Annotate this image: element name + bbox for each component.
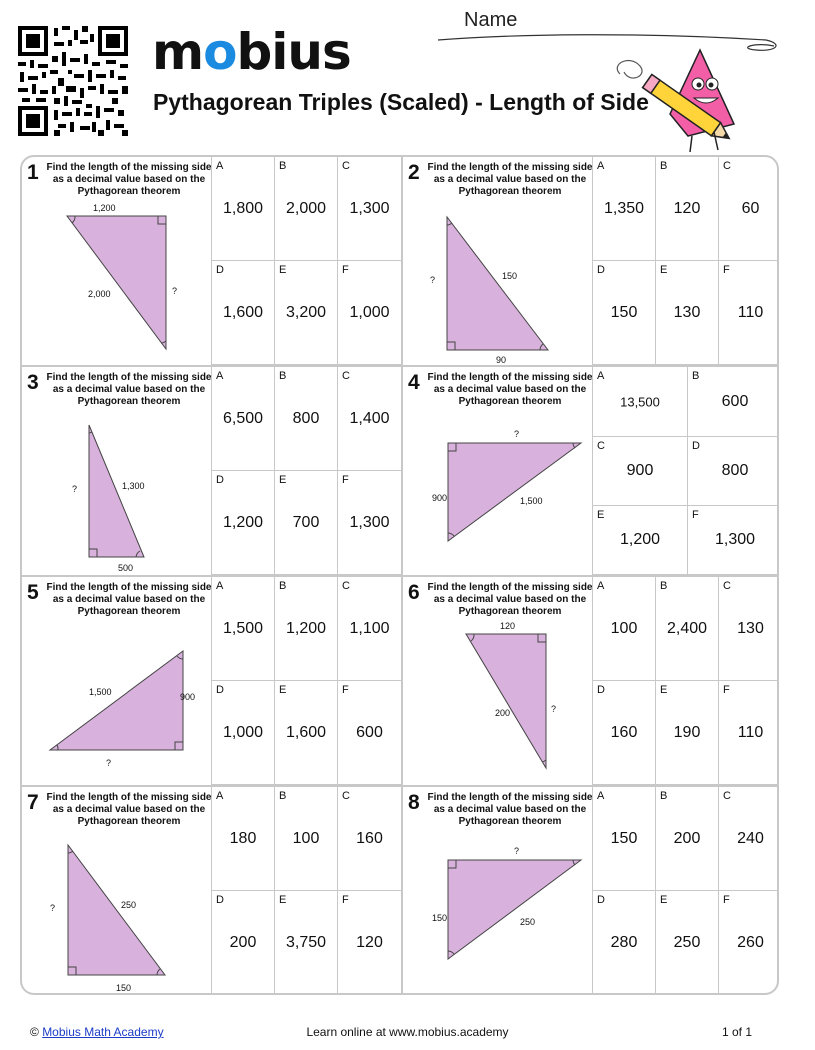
triangle-figure — [403, 577, 594, 785]
side-label-right: ? — [551, 704, 557, 714]
answer-choice-f[interactable] — [719, 891, 779, 995]
choice-value: 250 — [673, 933, 701, 951]
answer-choice-d[interactable] — [212, 681, 275, 785]
choice-value: 3,200 — [285, 303, 327, 321]
answer-choices — [211, 577, 401, 785]
side-label-hypotenuse: 2,000 — [88, 289, 111, 299]
choice-value: 1,800 — [222, 199, 264, 217]
question-instruction: Find the length of the missing side as a decimal value based on the Pythagorean theorem — [46, 582, 212, 617]
choice-value: 1,350 — [603, 199, 645, 217]
answer-choice-d[interactable] — [212, 891, 275, 995]
choice-letter: D — [216, 264, 224, 276]
side-label-hypotenuse: 250 — [121, 900, 137, 910]
side-label-right: 900 — [180, 692, 196, 702]
answer-choices — [592, 157, 779, 365]
academy-link[interactable]: Mobius Math Academy — [42, 1025, 164, 1039]
choice-value: 100 — [292, 829, 320, 847]
answer-choices — [592, 367, 779, 575]
choice-letter: A — [597, 790, 605, 802]
problem-6 — [403, 577, 779, 785]
answer-choice-d[interactable] — [593, 261, 656, 365]
side-label-top: ? — [514, 429, 520, 439]
side-label-bottom: 500 — [118, 563, 134, 573]
choice-letter: E — [660, 264, 668, 276]
choice-letter: E — [279, 264, 287, 276]
answer-choice-b[interactable] — [656, 157, 719, 261]
question-number: 6 — [408, 581, 420, 604]
choice-value: 1,000 — [222, 723, 264, 741]
choice-value: 160 — [610, 723, 638, 741]
side-label-left: ? — [72, 484, 78, 494]
question-number: 8 — [408, 791, 420, 814]
pencil-mascot-icon — [610, 44, 750, 156]
choice-value: 240 — [737, 829, 764, 847]
choice-letter: C — [342, 370, 350, 382]
answer-choice-a[interactable] — [593, 577, 656, 681]
side-label-top: 1,200 — [93, 203, 116, 213]
question-number: 5 — [27, 581, 39, 604]
question-instruction: Find the length of the missing side as a decimal value based on the Pythagorean theorem — [46, 162, 212, 197]
answer-choice-a[interactable] — [593, 157, 656, 261]
answer-choice-b[interactable] — [275, 577, 338, 681]
answer-choice-d[interactable] — [688, 437, 779, 506]
choice-letter: C — [723, 580, 731, 592]
choice-letter: E — [279, 474, 287, 486]
answer-choice-f[interactable] — [338, 261, 402, 365]
question-number: 1 — [27, 161, 39, 184]
choice-value: 280 — [610, 933, 638, 951]
triangle-figure — [403, 157, 594, 365]
answer-choice-e[interactable] — [656, 891, 719, 995]
side-label-hypotenuse: 1,500 — [89, 687, 112, 697]
choice-letter: B — [692, 370, 700, 382]
side-label-left: ? — [50, 903, 56, 913]
answer-choice-c[interactable] — [338, 787, 402, 891]
question-number: 7 — [27, 791, 39, 814]
choice-value: 120 — [673, 199, 701, 217]
choice-value: 1,200 — [222, 513, 264, 531]
answer-choice-a[interactable] — [593, 787, 656, 891]
choice-value: 100 — [610, 619, 638, 637]
answer-choice-f[interactable] — [719, 261, 779, 365]
triangle-figure — [22, 787, 213, 995]
choice-letter: D — [216, 684, 224, 696]
choice-letter: E — [279, 684, 287, 696]
choice-letter: B — [660, 790, 668, 802]
choice-letter: C — [597, 440, 605, 452]
choice-letter: B — [279, 160, 287, 172]
side-label-hypotenuse: 150 — [502, 271, 518, 281]
side-label-left: 900 — [432, 493, 448, 503]
problem-5 — [22, 577, 401, 785]
answer-choice-f[interactable] — [719, 681, 779, 785]
page-title: Pythagorean Triples (Scaled) - Length of Side — [153, 89, 649, 115]
answer-choice-e[interactable] — [656, 681, 719, 785]
brand-logo-text: mobius — [152, 23, 351, 81]
choice-value: 2,000 — [285, 199, 327, 217]
choice-letter: E — [597, 509, 605, 521]
answer-choice-f[interactable] — [688, 506, 779, 575]
side-label-top: 120 — [500, 621, 516, 631]
answer-choice-e[interactable] — [275, 471, 338, 575]
choice-value: 1,300 — [349, 199, 390, 217]
answer-choice-a[interactable] — [212, 157, 275, 261]
choice-value: 190 — [673, 723, 701, 741]
side-label-top: ? — [514, 846, 520, 856]
answer-choice-b[interactable] — [275, 367, 338, 471]
answer-choice-e[interactable] — [275, 261, 338, 365]
choice-letter: F — [723, 684, 730, 696]
choice-letter: A — [216, 160, 224, 172]
choice-value: 13,500 — [620, 394, 660, 409]
side-label-hypotenuse: 1,300 — [122, 481, 145, 491]
problem-8 — [403, 787, 779, 995]
choice-value: 1,000 — [349, 303, 390, 321]
answer-choice-e[interactable] — [275, 681, 338, 785]
question-instruction: Find the length of the missing side as a decimal value based on the Pythagorean theorem — [46, 792, 212, 827]
choice-value: 1,400 — [349, 409, 390, 427]
choice-value: 110 — [737, 723, 764, 741]
choice-value: 120 — [356, 933, 383, 951]
problem-2 — [403, 157, 779, 365]
choice-letter: C — [342, 160, 350, 172]
choice-letter: D — [692, 440, 700, 452]
side-label-hypotenuse: 250 — [520, 917, 536, 927]
choice-letter: A — [216, 580, 224, 592]
answer-choice-c[interactable] — [338, 367, 402, 471]
answer-choice-f[interactable] — [338, 471, 402, 575]
choice-value: 800 — [292, 409, 320, 427]
choice-letter: A — [216, 370, 224, 382]
choice-letter: C — [723, 790, 731, 802]
choice-value: 900 — [626, 462, 654, 479]
choice-value: 150 — [610, 829, 638, 847]
choice-value: 1,300 — [714, 531, 756, 548]
problem-3 — [22, 367, 401, 575]
answer-choice-b[interactable] — [656, 577, 719, 681]
answer-choice-d[interactable] — [593, 681, 656, 785]
choice-value: 700 — [292, 513, 320, 531]
choice-letter: B — [660, 580, 668, 592]
choice-value: 3,750 — [285, 933, 327, 951]
triangle-figure — [22, 367, 213, 575]
question-instruction: Find the length of the missing side as a decimal value based on the Pythagorean theorem — [427, 582, 593, 617]
answer-choice-e[interactable] — [656, 261, 719, 365]
choice-letter: D — [216, 474, 224, 486]
answer-choice-f[interactable] — [338, 891, 402, 995]
choice-letter: B — [279, 580, 287, 592]
choice-letter: A — [216, 790, 224, 802]
choice-letter: B — [660, 160, 668, 172]
choice-value: 2,400 — [666, 619, 708, 637]
answer-choice-c[interactable] — [719, 787, 779, 891]
choice-value: 200 — [229, 933, 257, 951]
problem-1 — [22, 157, 401, 365]
side-label-bottom: 150 — [116, 983, 132, 993]
side-label-hypotenuse: 1,500 — [520, 496, 543, 506]
choice-value: 800 — [721, 462, 749, 479]
question-number: 3 — [27, 371, 39, 394]
choice-letter: A — [597, 370, 605, 382]
qr-code — [18, 26, 128, 136]
answer-choice-c[interactable] — [338, 577, 402, 681]
answer-choice-c[interactable] — [719, 157, 779, 261]
choice-letter: C — [342, 580, 350, 592]
answer-choices — [211, 787, 401, 995]
triangle-figure — [22, 577, 213, 785]
choice-value: 600 — [356, 723, 383, 741]
choice-value: 60 — [741, 199, 760, 217]
choice-letter: F — [342, 474, 349, 486]
answer-choices — [211, 157, 401, 365]
problem-7 — [22, 787, 401, 995]
choice-letter: C — [342, 790, 350, 802]
choice-letter: D — [597, 684, 605, 696]
choice-letter: E — [660, 894, 668, 906]
triangle-figure — [403, 787, 594, 995]
choice-letter: F — [342, 894, 349, 906]
question-instruction: Find the length of the missing side as a decimal value based on the Pythagorean theorem — [427, 372, 593, 407]
choice-value: 600 — [721, 392, 749, 410]
choice-letter: F — [692, 509, 699, 521]
choice-value: 160 — [356, 829, 383, 847]
choice-value: 180 — [229, 829, 257, 847]
answer-choice-b[interactable] — [275, 157, 338, 261]
answer-choice-c[interactable] — [593, 437, 688, 506]
answer-choice-a[interactable] — [212, 787, 275, 891]
name-label: Name — [464, 9, 518, 31]
problem-4 — [403, 367, 779, 575]
choice-value: 1,500 — [222, 619, 264, 637]
choice-letter: F — [723, 894, 730, 906]
side-label-right: ? — [172, 286, 178, 296]
side-label-left: 150 — [432, 913, 448, 923]
question-instruction: Find the length of the missing side as a decimal value based on the Pythagorean theorem — [427, 792, 593, 827]
choice-value: 110 — [737, 303, 764, 321]
question-instruction: Find the length of the missing side as a decimal value based on the Pythagorean theorem — [46, 372, 212, 407]
answer-choice-d[interactable] — [212, 471, 275, 575]
footer-learn-online: Learn online at www.mobius.academy — [306, 1025, 509, 1039]
question-instruction: Find the length of the missing side as a decimal value based on the Pythagorean theorem — [427, 162, 593, 197]
choice-letter: E — [660, 684, 668, 696]
choice-letter: C — [723, 160, 731, 172]
choice-letter: E — [279, 894, 287, 906]
choice-letter: D — [597, 894, 605, 906]
choice-value: 1,600 — [285, 723, 327, 741]
choice-letter: D — [216, 894, 224, 906]
choice-letter: B — [279, 370, 287, 382]
choice-value: 6,500 — [222, 409, 264, 427]
question-number: 2 — [408, 161, 420, 184]
choice-letter: B — [279, 790, 287, 802]
choice-letter: A — [597, 580, 605, 592]
choice-value: 1,600 — [222, 303, 264, 321]
triangle-figure — [403, 367, 594, 575]
answer-choice-f[interactable] — [338, 681, 402, 785]
page-indicator: 1 of 1 — [721, 1025, 752, 1039]
brand-logo — [152, 24, 351, 80]
side-label-bottom: 90 — [496, 355, 507, 365]
answer-choices — [211, 367, 401, 575]
answer-choices — [592, 787, 779, 995]
answer-choice-a[interactable] — [212, 577, 275, 681]
worksheet-grid — [20, 155, 779, 995]
answer-choice-c[interactable] — [338, 157, 402, 261]
answer-choice-d[interactable] — [212, 261, 275, 365]
choice-value: 130 — [737, 619, 764, 637]
side-label-hypotenuse: 200 — [495, 708, 511, 718]
answer-choice-c[interactable] — [719, 577, 779, 681]
choice-value: 200 — [673, 829, 701, 847]
answer-choice-b[interactable] — [656, 787, 719, 891]
side-label-left: ? — [430, 275, 436, 285]
choice-value: 260 — [737, 933, 764, 951]
answer-choice-e[interactable] — [593, 506, 688, 575]
triangle-figure — [22, 157, 213, 365]
choice-value: 1,100 — [349, 619, 390, 637]
answer-choice-d[interactable] — [593, 891, 656, 995]
choice-letter: A — [597, 160, 605, 172]
question-number: 4 — [408, 371, 420, 394]
choice-value: 1,300 — [349, 513, 390, 531]
answer-choices — [592, 577, 779, 785]
choice-letter: F — [342, 264, 349, 276]
choice-value: 1,200 — [285, 619, 327, 637]
choice-value: 130 — [673, 303, 701, 321]
answer-choice-b[interactable] — [688, 367, 779, 437]
answer-choice-a[interactable] — [593, 367, 688, 437]
answer-choice-e[interactable] — [275, 891, 338, 995]
copyright-symbol: © — [30, 1025, 39, 1039]
answer-choice-b[interactable] — [275, 787, 338, 891]
choice-letter: D — [597, 264, 605, 276]
side-label-bottom: ? — [106, 758, 112, 768]
choice-value: 150 — [610, 303, 638, 321]
choice-letter: F — [723, 264, 730, 276]
choice-letter: F — [342, 684, 349, 696]
answer-choice-a[interactable] — [212, 367, 275, 471]
choice-value: 1,200 — [619, 531, 661, 548]
